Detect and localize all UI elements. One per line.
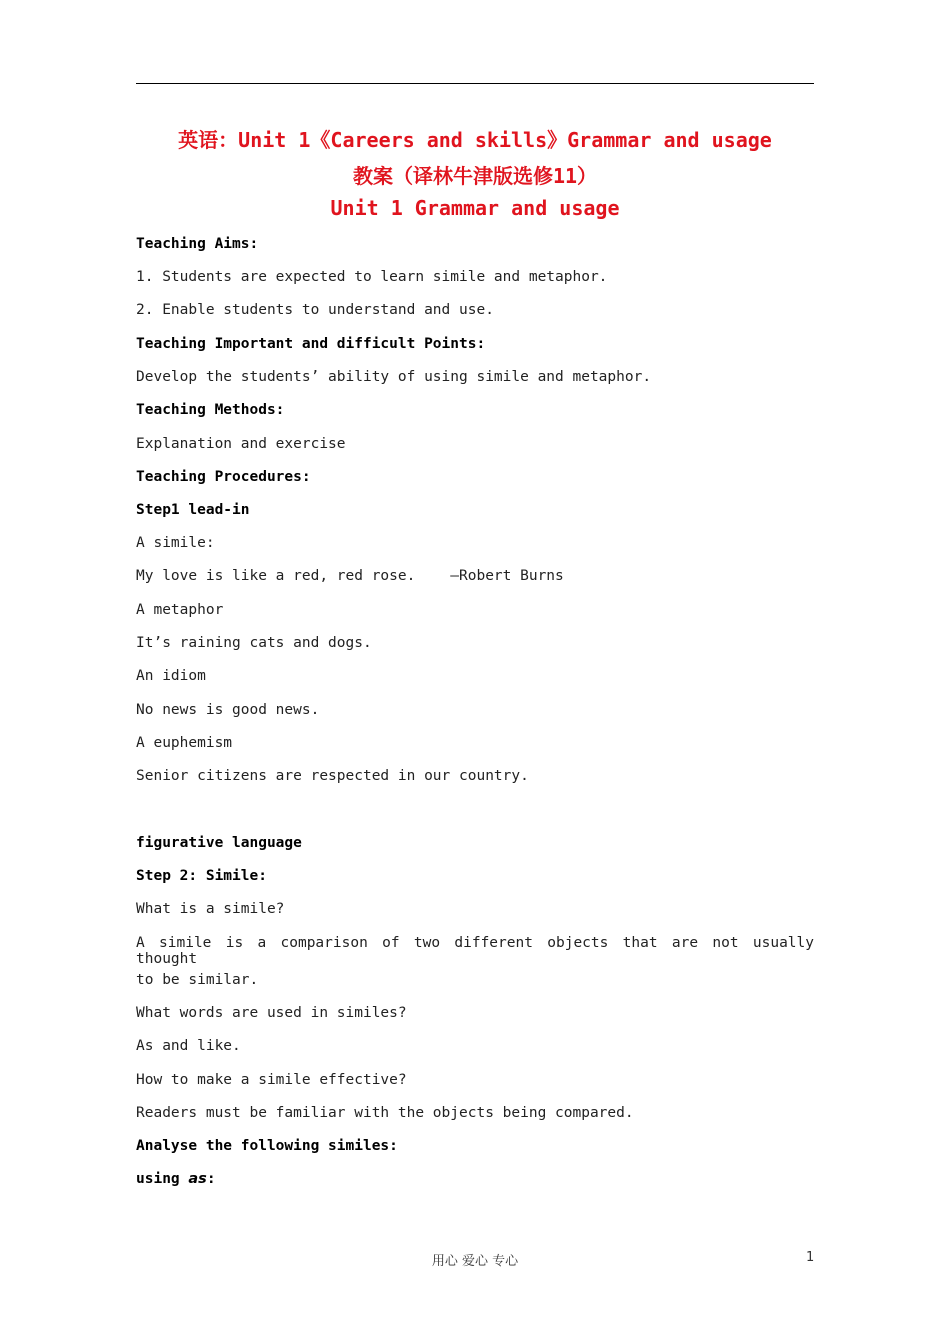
methods-text: Explanation and exercise bbox=[136, 436, 346, 452]
answer-1-line-1: A simile is a comparison of two different objects that are not usually thought bbox=[136, 935, 814, 967]
question-3: How to make a simile effective? bbox=[136, 1072, 407, 1088]
euphemism-example: Senior citizens are respected in our country. bbox=[136, 768, 529, 784]
procedures-heading: Teaching Procedures: bbox=[136, 469, 311, 485]
document-title-line-3: Unit 1 Grammar and usage bbox=[330, 196, 620, 220]
step1-heading: Step1 lead-in bbox=[136, 502, 250, 518]
analyse-heading: Analyse the following similes: bbox=[136, 1138, 398, 1154]
page-number: 1 bbox=[806, 1250, 815, 1265]
methods-heading: Teaching Methods: bbox=[136, 402, 285, 418]
aims-heading: Teaching Aims: bbox=[136, 236, 259, 252]
document-title-line-1: 英语：Unit 1《Careers and skills》Grammar and usage bbox=[178, 128, 772, 152]
metaphor-example: It’s raining cats and dogs. bbox=[136, 635, 372, 651]
step2-heading: Step 2: Simile: bbox=[136, 868, 267, 884]
simile-example: My love is like a red, red rose. —Robert Burns bbox=[136, 568, 564, 584]
footer-motto: 用心 爱心 专心 bbox=[431, 1254, 519, 1269]
document-title-line-2: 教案（译林牛津版选修11） bbox=[352, 164, 598, 188]
points-heading: Teaching Important and difficult Points: bbox=[136, 336, 486, 352]
idiom-label: An idiom bbox=[136, 668, 206, 684]
answer-2: As and like. bbox=[136, 1038, 241, 1054]
using-prefix: using bbox=[136, 1171, 189, 1187]
aim-2: 2. Enable students to understand and use. bbox=[136, 302, 494, 318]
aim-1: 1. Students are expected to learn simile and metaphor. bbox=[136, 269, 608, 285]
using-word: as bbox=[188, 1171, 207, 1187]
points-text: Develop the students’ ability of using simile and metaphor. bbox=[136, 369, 652, 385]
using-suffix: : bbox=[206, 1171, 216, 1187]
idiom-example: No news is good news. bbox=[136, 702, 320, 718]
figurative-heading: figurative language bbox=[136, 835, 302, 851]
header-rule bbox=[136, 83, 814, 84]
euphemism-label: A euphemism bbox=[136, 735, 233, 751]
answer-1-line-2: to be similar. bbox=[136, 972, 259, 988]
question-2: What words are used in similes? bbox=[136, 1005, 407, 1021]
answer-3: Readers must be familiar with the objects being compared. bbox=[136, 1105, 634, 1121]
simile-label: A simile: bbox=[136, 535, 215, 551]
question-1: What is a simile? bbox=[136, 901, 285, 917]
using-as-label bbox=[136, 1171, 216, 1187]
metaphor-label: A metaphor bbox=[136, 602, 224, 618]
